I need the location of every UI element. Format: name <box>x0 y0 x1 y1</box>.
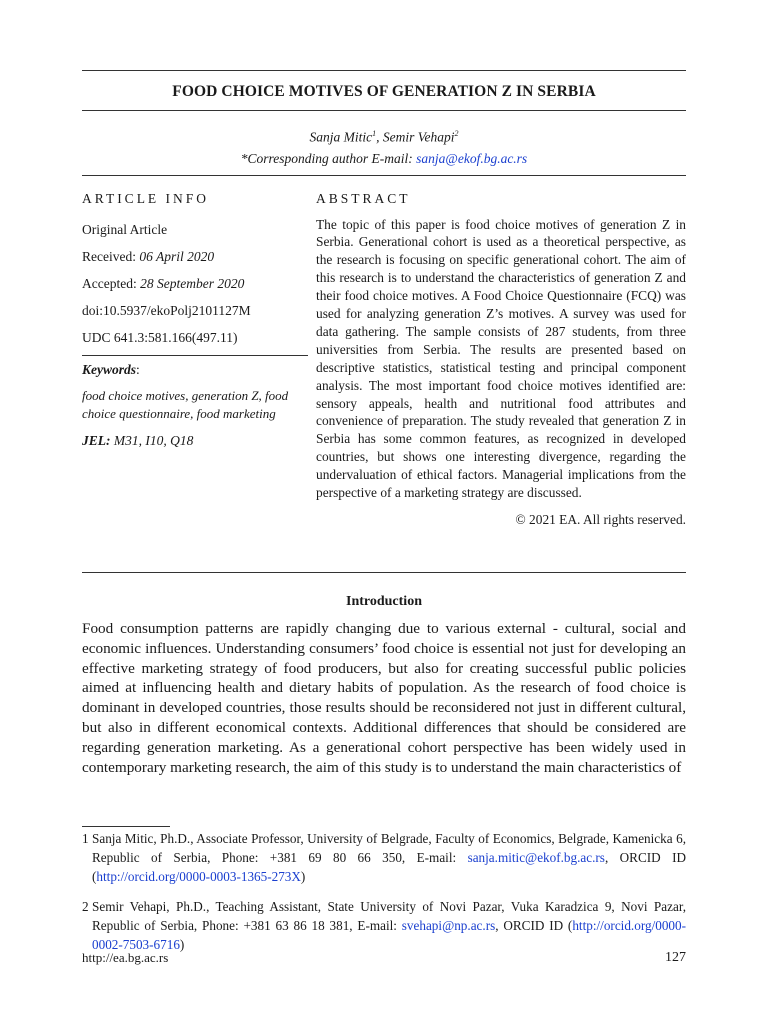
footnote-orcid-link[interactable]: http://orcid.org/0000-0002-7503-6716 <box>92 918 686 952</box>
article-info-column <box>82 184 303 451</box>
author-line <box>82 123 686 148</box>
keywords-box <box>82 355 308 451</box>
title-rule <box>82 110 686 111</box>
accepted-label: Accepted: <box>82 275 141 291</box>
keywords-label-line <box>82 359 308 381</box>
footnote-1 <box>82 829 686 886</box>
corresponding-label: *Corresponding author E-mail: <box>240 150 417 166</box>
footnote-rule <box>82 826 170 827</box>
corresponding-email-link[interactable]: sanja@ekof.bg.ac.rs <box>416 150 528 166</box>
footnote-email-link[interactable]: sanja.mitic@ekof.bg.ac.rs <box>467 850 605 865</box>
footnote-2 <box>82 897 686 954</box>
authors-block <box>82 123 686 169</box>
footnote-close: ) <box>300 869 306 884</box>
abstract-heading: ABSTRACT <box>316 190 411 206</box>
jel-label: JEL: <box>82 432 111 448</box>
paper-title: FOOD CHOICE MOTIVES OF GENERATION Z IN SERBIA <box>172 83 596 100</box>
footnote-email-link[interactable]: svehapi@np.ac.rs <box>401 918 496 933</box>
footnote-orcid-link[interactable]: http://orcid.org/0000-0003-1365-273X <box>96 869 301 884</box>
abstract-column <box>316 184 686 529</box>
abstract-text: The topic of this paper is food choice motives of generation Z in Serbia. Generational cohort is used as a theoretical perspective, as the research is focusing on specific generational cohort. The aim of this research is to understand the characteristics of generation Z and their food choice motives. A Food Choice Questionnaire (FCQ) was used for analyzing generation Z’s motives. A survey was used for data gathering. The sample consists of 287 students, from three universities from Serbia. The results are presented based on descriptive statistics, statistical testing and principal component analysis. The most important food choice motives identified are: sensory appeals, health and nutritional food attributes and convenience of preparation. The study revealed that generation Z in Serbia has some common features, as recognized in developed countries, but shows one interesting divergence, regarding the undervaluation of ethical factors. Managerial implications from the perspective of a marketing strategy are discussed. <box>316 216 686 501</box>
author-2-sup: 2 <box>454 129 459 138</box>
author-1-sup: 1 <box>372 129 377 138</box>
footer-url[interactable]: http://ea.bg.ac.rs <box>82 950 169 965</box>
footnote-text: Sanja Mitic, Ph.D., Associate Professor, University of Belgrade, Faculty of Economics, Belgrade, Kamenicka 6, Republic of Serbia, Phone: +381 69 80 66 350, E-mail: <box>92 831 686 865</box>
page-number: 127 <box>665 950 686 965</box>
footnote-orcid-label: , ORCID ID ( <box>92 850 686 884</box>
keywords-label: Keywords <box>82 361 136 377</box>
copyright: © 2021 EA. All rights reserved. <box>515 512 686 527</box>
jel-line <box>82 431 308 451</box>
received-line <box>82 243 303 270</box>
author-1: Sanja Mitic <box>309 129 373 145</box>
page-footer <box>82 950 686 970</box>
corresponding-line <box>82 148 686 169</box>
footnote-text: Semir Vehapi, Ph.D., Teaching Assistant, State University of Novi Pazar, Vuka Karadzica 9, Novi Pazar, Republic of Serbia, Phone: +381 63 86 18 381, E-mail: <box>92 899 686 933</box>
received-label: Received: <box>82 248 140 264</box>
footnote-number: 1 <box>82 831 89 846</box>
info-top-rule <box>82 175 686 176</box>
introduction-text: Food consumption patterns are rapidly changing due to various external - cultural, social and economic influences. Understanding consumers’ food choice is essential not just for developing an effective marketing strategy of food producers, but also for creating successful public policies aimed at influencing health and dietary habits of population. As the research of food choice is dominant in developed countries, those results should be reconsidered not just in different cultural, but also in different economical contexts. Additional differences that should be considered are regarding generation marketing. As a generational cohort perspective has been widely used in contemporary marketing research, the aim of this study is to understand the main characteristics of <box>82 620 686 776</box>
article-info-heading: ARTICLE INFO <box>82 190 210 206</box>
footnotes <box>82 829 686 965</box>
accepted-line <box>82 270 303 297</box>
footnote-close: ) <box>179 937 185 952</box>
author-2: Semir Vehapi <box>382 129 455 145</box>
jel-codes: M31, I10, Q18 <box>110 432 194 448</box>
accepted-date: 28 September 2020 <box>140 275 245 291</box>
article-page <box>82 70 686 965</box>
introduction-heading: Introduction <box>346 594 422 609</box>
udc: UDC 641.3:581.166(497.11) <box>82 329 238 345</box>
info-block <box>82 184 686 554</box>
received-date: 06 April 2020 <box>139 248 215 264</box>
footnote-number: 2 <box>82 899 89 914</box>
keywords-list: food choice motives, generation Z, food choice questionnaire, food marketing <box>82 387 289 421</box>
keywords-colon: : <box>136 361 140 377</box>
author-separator: , <box>376 129 383 145</box>
doi: doi:10.5937/ekoPolj2101127M <box>82 302 251 318</box>
article-type: Original Article <box>82 221 168 237</box>
section-rule <box>82 572 686 573</box>
footnote-orcid-label: , ORCID ID ( <box>495 918 573 933</box>
